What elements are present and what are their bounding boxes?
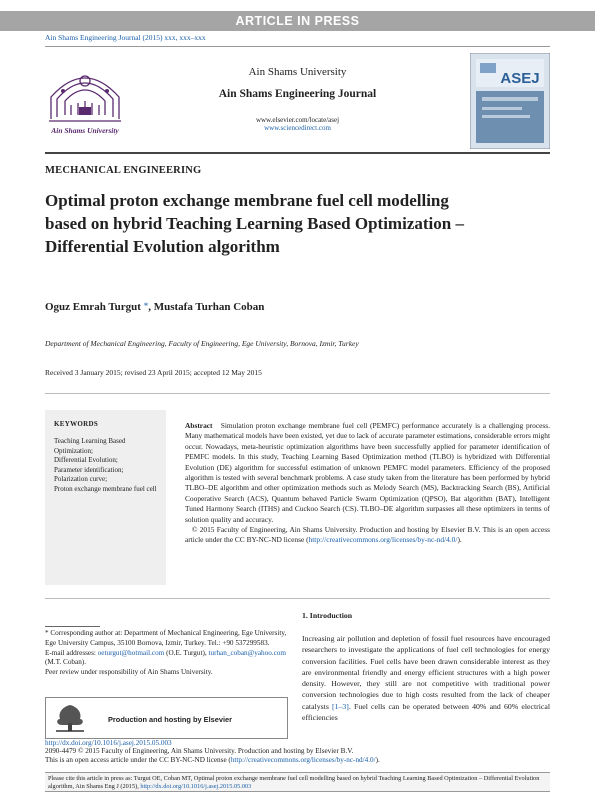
keyword-item: Teaching Learning Based Optimization;: [54, 437, 126, 455]
peer-review: Peer review under responsibility of Ain Shams University.: [45, 668, 213, 677]
citation-text: Please cite this article in press as: Turgut OE, Coban MT, Optimal proton exchange membrane fuel cell modelling based on hybrid Teaching Learning Based Optimization – Differential Evolution algorithm, Ain Shams Eng J (2015),: [48, 775, 540, 791]
divider: [45, 393, 550, 394]
article-in-press-banner: ARTICLE IN PRESS: [0, 11, 595, 31]
keywords-heading: KEYWORDS: [54, 420, 99, 428]
article-title: Optimal proton exchange membrane fuel cell modelling based on hybrid Teaching Learning Based Optimization – Differential Evolution algorithm: [45, 191, 464, 256]
author-2: , Mustafa Turhan Coban: [148, 301, 265, 313]
intro-text: Increasing air pollution and depletion of fossil fuel resources have encouraged researchers to investigate the applications of fuel cell technologies for energy conversion facilities. Fuel cells have been drawn considerable interest as they are environmental friendly and energy efficient structures with a high power density. However, they still are not competitive with traditional power conversion technologies due to high costs resulted from the lack of cheaper catalysts [1–3]. Fuel cells can be operated between 40% and 60% electrical efficiencies: [302, 634, 550, 723]
journal-name: Ain Shams Engineering Journal: [218, 88, 377, 100]
bottom-info: [45, 739, 380, 764]
header-rule-bottom: [45, 152, 550, 154]
abstract-text: Simulation proton exchange membrane fuel cell (PEMFC) performance accurately is a challenging process. Many mathematical models have been existed, yet due to lack of accurate parameter estimations, considerable errors might occur. Nowadays, meta-heuristic optimization algorithms have been successfully applied for parameter identification of PEMFC models. In this study, Teaching Learning Based Optimization method (TLBO) is hybridized with Differential Evolution (DE) algorithm for successful estimation of unknown PEMFC model parameters. Efficiency of the proposed algorithm is tested with several benchmark problems. A case study taken from the literature has been performed by hybrid TLBO–DE algorithm and other optimization methods such as Melody Search (MS), Backtracking Search (BS), Artificial Cooperative Search (ACS), Quantum behaved Particle Swarm Optimization (QPSO), Bat algorithm (BAT), Intelligent Tuned Harmony Search (ITHS) and Cuckoo Search (CS). TLBO–DE algorithm surpasses all these optimizers in terms of solution quality and accuracy.: [185, 421, 550, 524]
issn-line: 2090-4479 © 2015 Faculty of Engineering, Ain Shams University. Production and hosting by Elsevier B.V.: [45, 747, 354, 756]
abstract-divider: [45, 598, 550, 599]
logo-text: Ain Shams University: [51, 126, 119, 135]
elsevier-logo-icon: [52, 701, 88, 734]
footnote-rule: [45, 626, 100, 627]
abstract-label: Abstract: [185, 421, 213, 430]
received-dates: Received 3 January 2015; revised 23 April 2015; accepted 12 May 2015: [45, 368, 262, 377]
abstract: Abstract Simulation proton exchange membrane fuel cell (PEMFC) performance accurately is a challenging process. Many mathematical models have been existed, yet due to lack of accurate parameter estimations, considerable errors might occur. Nowadays, meta-heuristic optimization algorithms have been successfully applied for parameter identification of PEMFC models. In this study, Teaching Learning Based Optimization method (TLBO) is hybridized with Differential Evolution (DE) algorithm for successful estimation of unknown PEMFC model parameters. Efficiency of the proposed algorithm is tested with several benchmark problems. A case study taken from the literature has been performed by hybrid TLBO–DE algorithm and other optimization methods such as Melody Search (MS), Backtracking Search (BS), Artificial Cooperative Search (ACS), Quantum behaved Particle Swarm Optimization (QPSO), Bat algorithm (BAT), Intelligent Tuned Harmony Search (ITHS) and Cuckoo Search (CS). TLBO–DE algorithm surpasses all these optimizers in terms of solution quality and accuracy. © 2015 Faculty of Engineering, Ain Shams University. Production and hosting by Elsevier B.V. This is an open access article under the CC BY-NC-ND license (http://creativecommons.org/licenses/by-nc-nd/4.0/).: [185, 421, 550, 545]
email-line: E-mail addresses: oeturgut@hotmail.com (O.E. Turgut), turhan_coban@yahoo.com (M.T. Coban).: [45, 648, 286, 667]
license-link-bottom[interactable]: http://creativecommons.org/licenses/by-nc-nd/4.0/: [230, 755, 376, 764]
elsevier-box: [45, 697, 288, 739]
keyword-item: Differential Evolution;: [54, 456, 118, 465]
journal-reference[interactable]: Ain Shams Engineering Journal (2015) xxx, xxx–xxx: [45, 33, 206, 42]
affiliation: Department of Mechanical Engineering, Faculty of Engineering, Ege University, Bornova, Izmir, Turkey: [45, 339, 359, 348]
email-link-2[interactable]: turhan_coban@yahoo.com: [208, 648, 286, 657]
footnote: [45, 629, 287, 678]
citation-box: [45, 772, 550, 792]
intro-heading: 1. Introduction: [302, 611, 353, 620]
license-line: This is an open access article under the CC BY-NC-ND license (http://creativecommons.org/licenses/by-nc-nd/4.0/).: [45, 755, 380, 764]
section-label: MECHANICAL ENGINEERING: [45, 165, 202, 176]
email-link-1[interactable]: oeturgut@hotmail.com: [97, 648, 165, 657]
elsevier-text: Production and hosting by Elsevier: [108, 715, 233, 724]
journal-cover: [470, 53, 550, 149]
abstract-copyright: © 2015 Faculty of Engineering, Ain Shams University. Production and hosting by Elsevier B.V. This is an open access article under the CC BY-NC-ND license (: [185, 525, 550, 545]
sciencedirect-url[interactable]: www.sciencedirect.com: [264, 124, 331, 132]
corresponding-author: * Corresponding author at: Department of Mechanical Engineering, Ege University, Ege University Campus, 35100 Bornova, Izmir, Turkey. Tel.: +90 537299583.: [45, 629, 287, 647]
doi-link[interactable]: http://dx.doi.org/10.1016/j.asej.2015.05.003: [45, 739, 172, 747]
cover-text: ASEJ: [500, 70, 540, 87]
citation-ref[interactable]: [1–3]: [332, 701, 349, 711]
license-link[interactable]: http://creativecommons.org/licenses/by-nc-nd/4.0/: [308, 535, 458, 545]
keyword-item: Polarization curve;: [54, 475, 108, 484]
university-name: Ain Shams University: [248, 66, 347, 78]
corresponding-mark[interactable]: *: [143, 301, 149, 311]
keywords-list: [54, 437, 162, 495]
keywords-box: [45, 410, 166, 585]
authors: [45, 301, 264, 313]
author-1: Oguz Emrah Turgut: [45, 301, 141, 313]
citation-doi-link[interactable]: http://dx.doi.org/10.1016/j.asej.2015.05.003: [140, 783, 252, 791]
header-rule-top: [45, 46, 550, 47]
keyword-item: Proton exchange membrane fuel cell: [54, 484, 157, 493]
university-logo: [45, 57, 125, 139]
elsevier-url[interactable]: www.elsevier.com/locate/asej: [255, 116, 340, 124]
keyword-item: Parameter identification;: [54, 465, 124, 474]
